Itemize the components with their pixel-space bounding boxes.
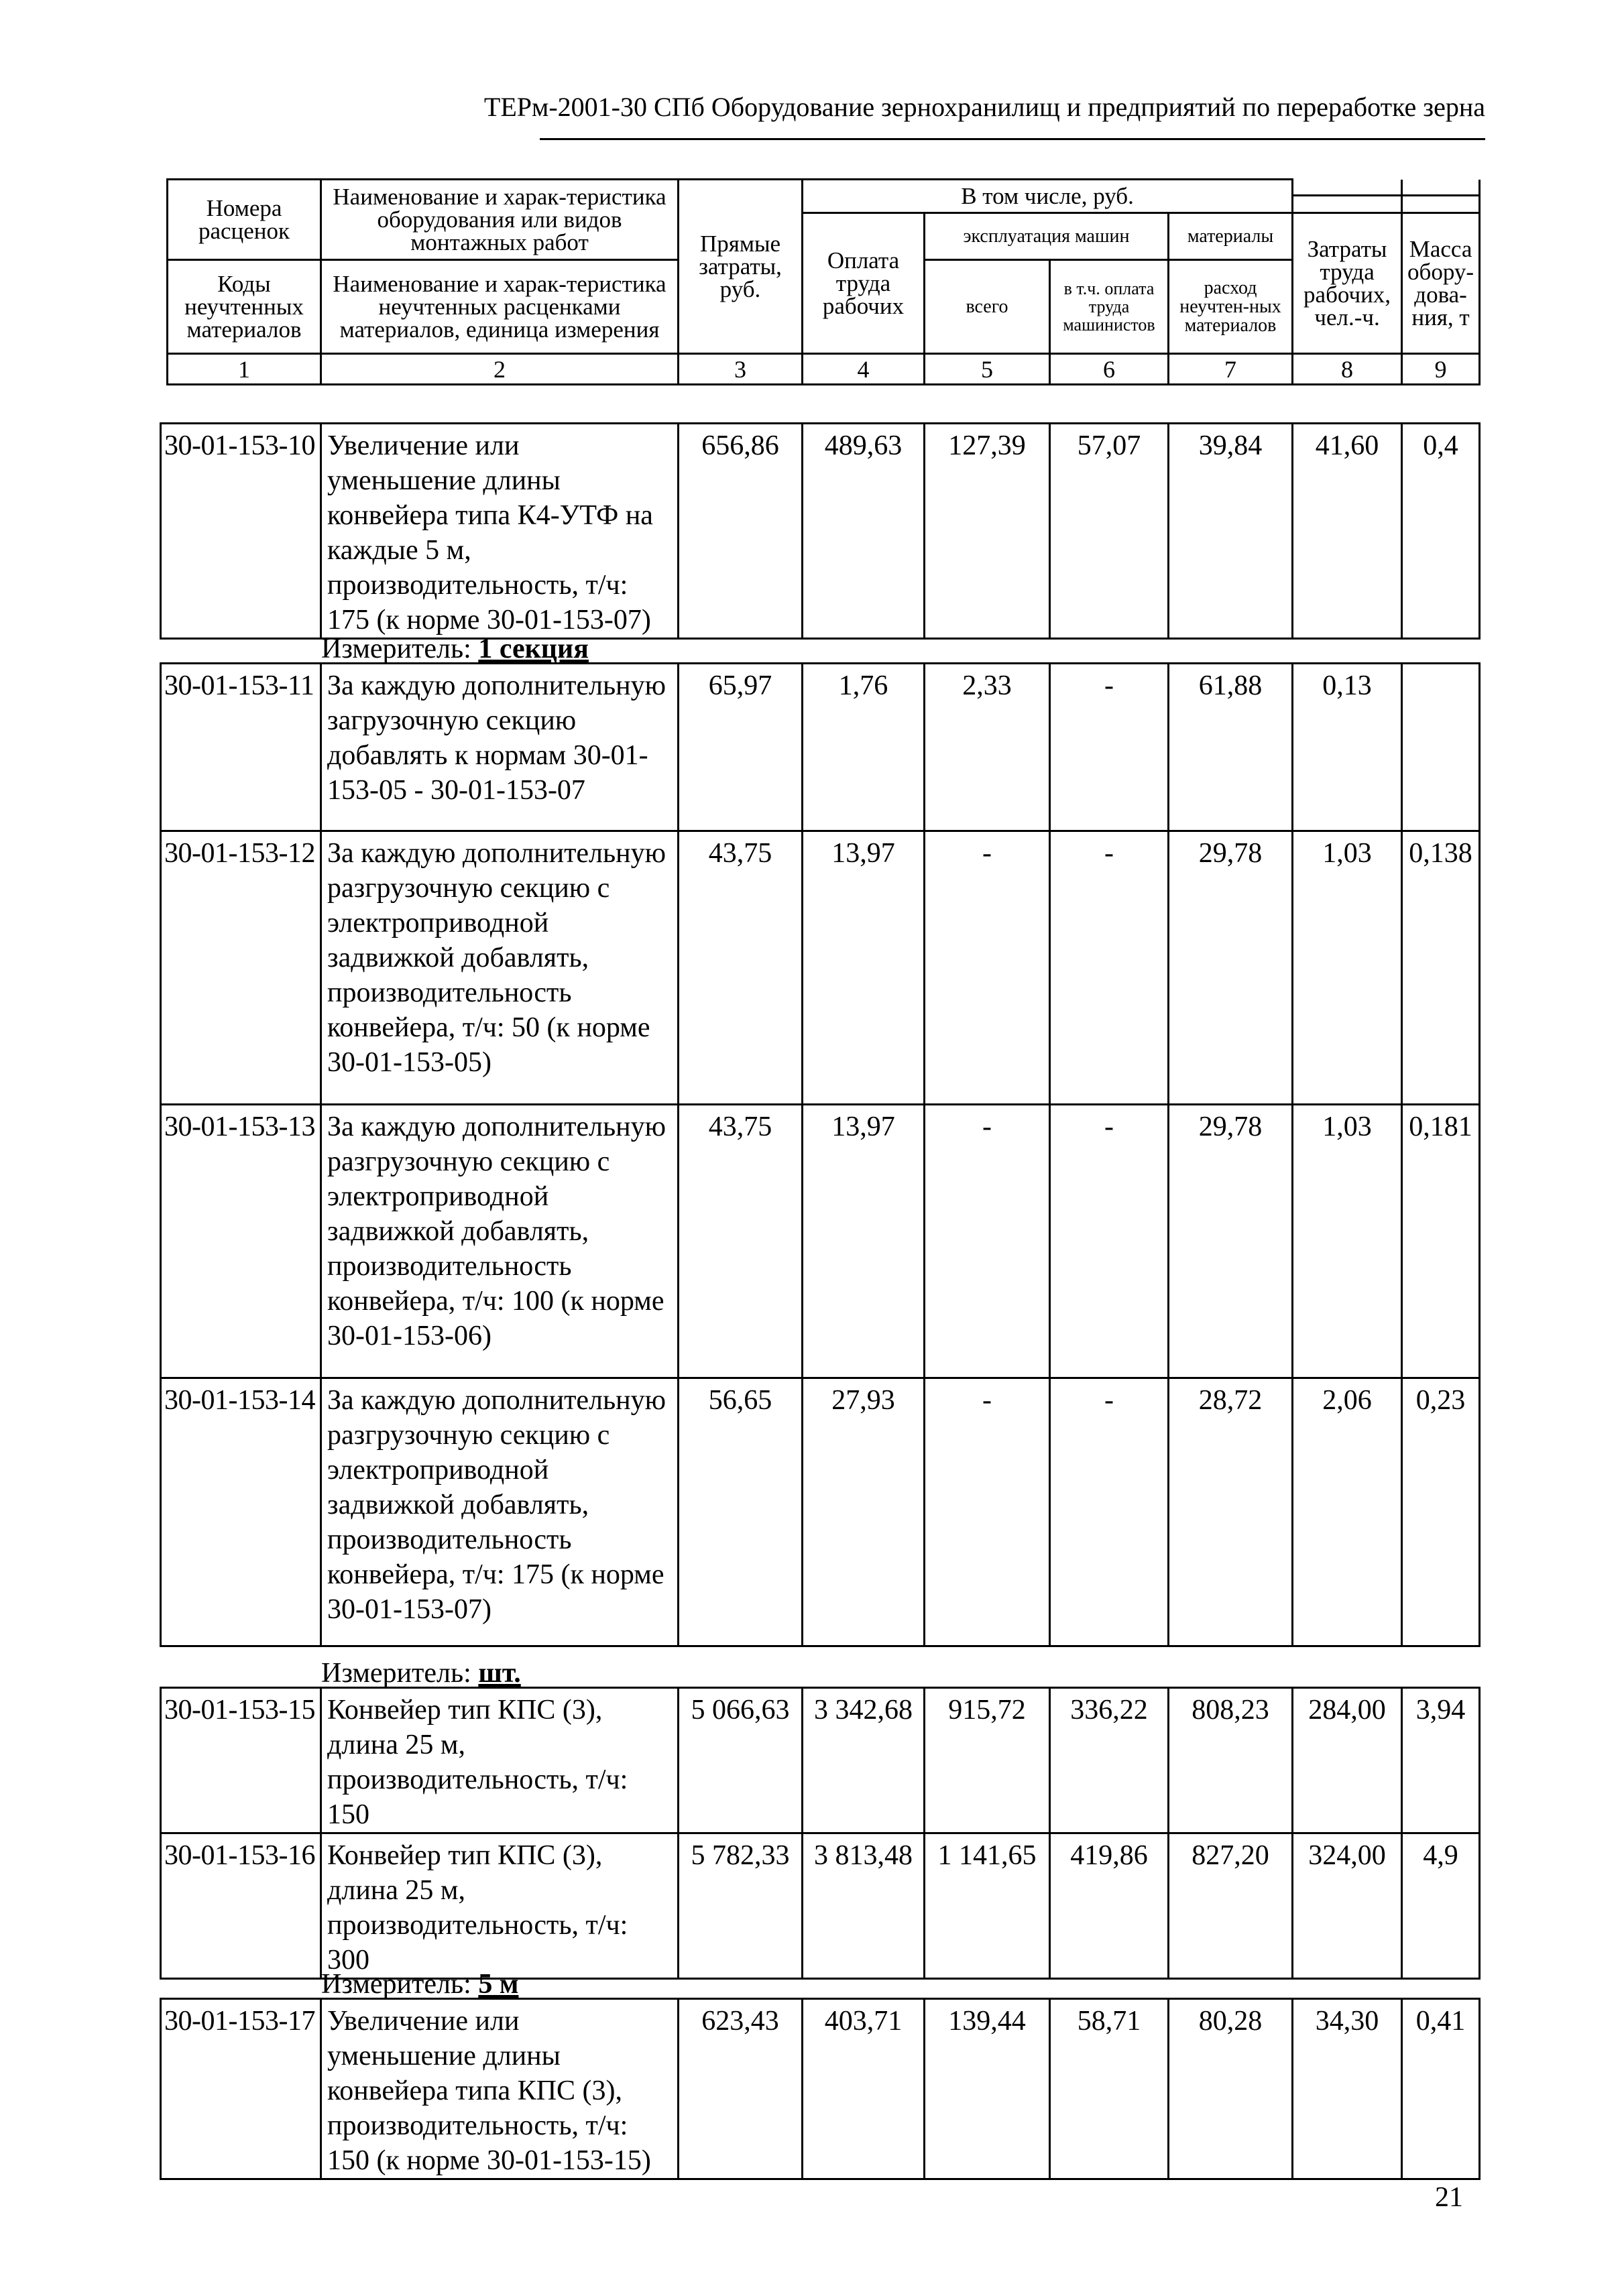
rate-code: 30-01-153-10 xyxy=(161,424,321,639)
measure-prefix: Измеритель: xyxy=(321,1969,471,2000)
machines-total: - xyxy=(925,1378,1050,1646)
labor-cost: 3 342,68 xyxy=(803,1688,925,1833)
materials-cost: 827,20 xyxy=(1169,1833,1293,1979)
work-name: За каждую дополнительную разгрузочную секцию с электроприводной задвижкой добавлять, производительность конвейера, т/ч: 100 (к норме 30-01-153-06) xyxy=(321,1105,679,1378)
machines-total: 127,39 xyxy=(925,424,1050,639)
labor-hours: 41,60 xyxy=(1293,424,1402,639)
labor-cost: 3 813,48 xyxy=(803,1833,925,1979)
equipment-mass: 3,94 xyxy=(1402,1688,1480,1833)
labor-hours: 1,03 xyxy=(1293,1105,1402,1378)
machinist-labor: 57,07 xyxy=(1050,424,1169,639)
machines-total: 915,72 xyxy=(925,1688,1050,1833)
equipment-mass xyxy=(1402,664,1480,831)
page-number: 21 xyxy=(1435,2182,1463,2213)
measure-prefix: Измеритель: xyxy=(321,633,471,664)
machinist-labor: 336,22 xyxy=(1050,1688,1169,1833)
work-name: Увеличение или уменьшение длины конвейера типа КПС (3), производительность, т/ч: 150 (к норме 30-01-153-15) xyxy=(321,1999,679,2179)
equipment-mass: 0,41 xyxy=(1402,1999,1480,2179)
machinist-labor: 419,86 xyxy=(1050,1833,1169,1979)
equipment-mass: 4,9 xyxy=(1402,1833,1480,1979)
work-name: За каждую дополнительную разгрузочную секцию с электроприводной задвижкой добавлять, производительность конвейера, т/ч: 50 (к норме 30-01-153-05) xyxy=(321,831,679,1105)
col2-header-top: Наименование и харак-теристика оборудования или видов монтажных работ xyxy=(321,180,679,260)
labor-cost: 13,97 xyxy=(803,1105,925,1378)
col-number: 1 xyxy=(168,354,321,385)
measure-prefix: Измеритель: xyxy=(321,1658,471,1689)
work-name: Увеличение или уменьшение длины конвейера типа К4-УТФ на каждые 5 м, производительность, т/ч: 175 (к норме 30-01-153-07) xyxy=(321,424,679,639)
materials-cost: 29,78 xyxy=(1169,1105,1293,1378)
materials-cost: 28,72 xyxy=(1169,1378,1293,1646)
equipment-mass: 0,138 xyxy=(1402,831,1480,1105)
labor-hours: 324,00 xyxy=(1293,1833,1402,1979)
rate-code: 30-01-153-11 xyxy=(161,664,321,831)
rates-table-c xyxy=(160,1687,1481,1980)
col5-header: всего xyxy=(925,260,1050,354)
work-name: Конвейер тип КПС (3), длина 25 м, производительность, т/ч: 150 xyxy=(321,1688,679,1833)
materials-cost: 808,23 xyxy=(1169,1688,1293,1833)
machines-header: эксплуатация машин xyxy=(925,213,1169,260)
machinist-labor: - xyxy=(1050,664,1169,831)
materials-header: материалы xyxy=(1169,213,1293,260)
materials-cost: 61,88 xyxy=(1169,664,1293,831)
labor-cost: 1,76 xyxy=(803,664,925,831)
col9-header: Масса обору-дова-ния, т xyxy=(1402,213,1480,354)
machines-total: 1 141,65 xyxy=(925,1833,1050,1979)
machinist-labor: - xyxy=(1050,831,1169,1105)
col-number: 5 xyxy=(925,354,1050,385)
col7-header: расход неучтен-ных материалов xyxy=(1169,260,1293,354)
labor-cost: 13,97 xyxy=(803,831,925,1105)
measure-label-2 xyxy=(321,1657,521,1689)
labor-hours: 284,00 xyxy=(1293,1688,1402,1833)
col4-header: Оплата труда рабочих xyxy=(803,213,925,354)
col8-header-gap xyxy=(1293,180,1402,213)
rate-code: 30-01-153-13 xyxy=(161,1105,321,1378)
measure-label-1 xyxy=(321,633,589,665)
table-row xyxy=(161,424,1480,639)
equipment-mass: 0,181 xyxy=(1402,1105,1480,1378)
rates-table-a xyxy=(160,422,1481,640)
direct-cost: 43,75 xyxy=(679,1105,803,1378)
measure-unit: 5 м xyxy=(478,1969,519,2000)
rate-code: 30-01-153-12 xyxy=(161,831,321,1105)
machinist-labor: - xyxy=(1050,1105,1169,1378)
labor-cost: 489,63 xyxy=(803,424,925,639)
direct-cost: 5 066,63 xyxy=(679,1688,803,1833)
equipment-mass: 0,4 xyxy=(1402,424,1480,639)
machinist-labor: 58,71 xyxy=(1050,1999,1169,2179)
work-name: Конвейер тип КПС (3), длина 25 м, производительность, т/ч: 300 xyxy=(321,1833,679,1979)
rates-table-d xyxy=(160,1998,1481,2180)
col8-header: Затраты труда рабочих, чел.-ч. xyxy=(1293,213,1402,354)
machines-total: 2,33 xyxy=(925,664,1050,831)
measure-unit: шт. xyxy=(478,1658,521,1689)
rates-table-b xyxy=(160,662,1481,1647)
materials-cost: 39,84 xyxy=(1169,424,1293,639)
col9-header-gap xyxy=(1402,180,1480,213)
column-header-table xyxy=(166,178,1481,385)
header-rule xyxy=(540,138,1485,140)
col-number: 9 xyxy=(1402,354,1480,385)
materials-cost: 29,78 xyxy=(1169,831,1293,1105)
col1-header-top: Номера расценок xyxy=(168,180,321,260)
document-header: ТЕРм-2001-30 СПб Оборудование зернохранилищ и предприятий по переработке зерна xyxy=(483,92,1485,122)
labor-hours: 2,06 xyxy=(1293,1378,1402,1646)
work-name: За каждую дополнительную разгрузочную секцию с электроприводной задвижкой добавлять, производительность конвейера, т/ч: 175 (к норме 30-01-153-07) xyxy=(321,1378,679,1646)
table-row xyxy=(161,1105,1480,1378)
measure-unit: 1 секция xyxy=(478,633,589,664)
machines-total: 139,44 xyxy=(925,1999,1050,2179)
table-row xyxy=(161,1378,1480,1646)
including-header: В том числе, руб. xyxy=(803,180,1293,213)
col-number: 4 xyxy=(803,354,925,385)
materials-cost: 80,28 xyxy=(1169,1999,1293,2179)
labor-hours: 34,30 xyxy=(1293,1999,1402,2179)
col-number: 7 xyxy=(1169,354,1293,385)
col-number: 6 xyxy=(1050,354,1169,385)
direct-cost: 623,43 xyxy=(679,1999,803,2179)
labor-hours: 0,13 xyxy=(1293,664,1402,831)
equipment-mass: 0,23 xyxy=(1402,1378,1480,1646)
labor-cost: 27,93 xyxy=(803,1378,925,1646)
table-row xyxy=(161,1833,1480,1979)
machinist-labor: - xyxy=(1050,1378,1169,1646)
machines-total: - xyxy=(925,1105,1050,1378)
work-name: За каждую дополнительную загрузочную секцию добавлять к нормам 30-01-153-05 - 30-01-153-07 xyxy=(321,664,679,831)
direct-cost: 43,75 xyxy=(679,831,803,1105)
rate-code: 30-01-153-16 xyxy=(161,1833,321,1979)
rate-code: 30-01-153-15 xyxy=(161,1688,321,1833)
machines-total: - xyxy=(925,831,1050,1105)
col3-header: Прямые затраты, руб. xyxy=(679,180,803,354)
col-number: 3 xyxy=(679,354,803,385)
measure-label-3 xyxy=(321,1968,518,2000)
rate-code: 30-01-153-17 xyxy=(161,1999,321,2179)
table-row xyxy=(161,1999,1480,2179)
direct-cost: 56,65 xyxy=(679,1378,803,1646)
col-number: 8 xyxy=(1293,354,1402,385)
table-row xyxy=(161,664,1480,831)
col1-header-bottom: Коды неучтенных материалов xyxy=(168,260,321,354)
direct-cost: 656,86 xyxy=(679,424,803,639)
col6-header: в т.ч. оплата труда машинистов xyxy=(1050,260,1169,354)
table-row xyxy=(161,831,1480,1105)
table-row xyxy=(161,1688,1480,1833)
labor-hours: 1,03 xyxy=(1293,831,1402,1105)
direct-cost: 65,97 xyxy=(679,664,803,831)
direct-cost: 5 782,33 xyxy=(679,1833,803,1979)
col-number: 2 xyxy=(321,354,679,385)
rate-code: 30-01-153-14 xyxy=(161,1378,321,1646)
col2-header-bottom: Наименование и харак-теристика неучтенных расценками материалов, единица измерения xyxy=(321,260,679,354)
labor-cost: 403,71 xyxy=(803,1999,925,2179)
